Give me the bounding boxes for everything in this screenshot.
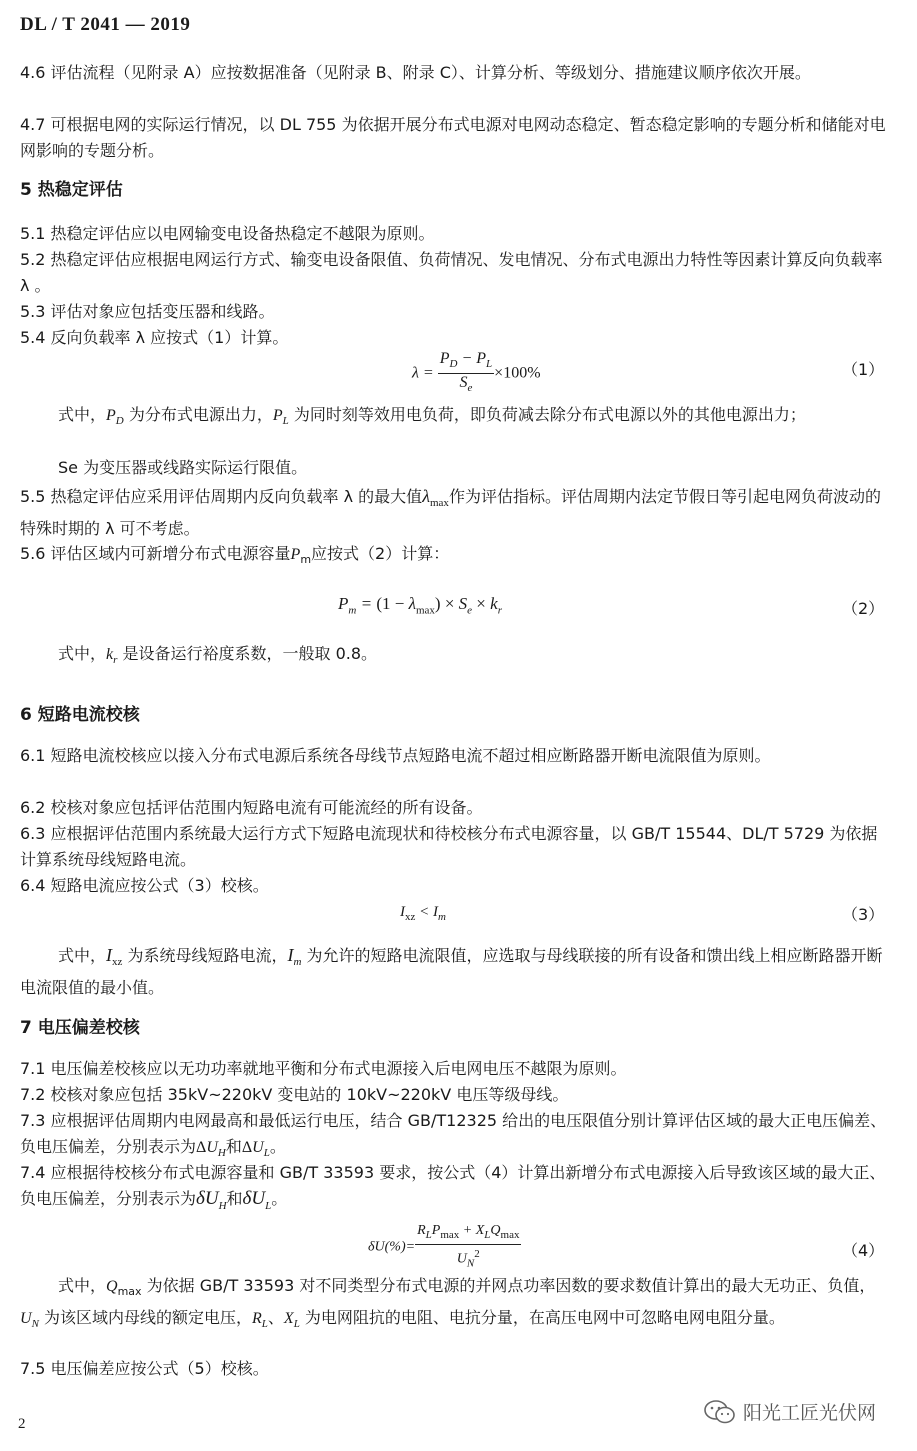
text: 为该区域内母线的额定电压，: [38, 1308, 252, 1328]
text: 式中，: [58, 1276, 107, 1295]
clause-6-4: 6.4 短路电流应按公式（3）校核。: [20, 876, 269, 895]
equation-3: $I_{xz} < I_m$: [400, 904, 446, 923]
text: 和: [225, 1137, 242, 1156]
text: 为允许的短路电流限值，应选取与母线联接的所有设备和馈出线上相应断路器开断电流限值的最小值。: [20, 946, 883, 998]
document-header: [20, 14, 190, 36]
section-6-heading: 6 短路电流校核: [20, 705, 140, 725]
watermark: [703, 1398, 876, 1425]
clause-6-1: 6.1 短路电流校核应以接入分布式电源后系统各母线节点短路电流不超过相应断路器开断电流限值为原则。: [20, 746, 771, 765]
clause-5-2: 5.2 热稳定评估应根据电网运行方式、输变电设备限值、负荷情况、发电情况、分布式电源出力特性等因素计算反向负载率 λ 。: [20, 250, 883, 295]
clause-4-6: [20, 60, 892, 86]
text: 为分布式电源出力，: [123, 405, 273, 424]
wechat-icon: [703, 1399, 737, 1425]
clause-7-3: 7.3 应根据评估周期内电网最高和最低运行电压，结合 GB/T12325 给出的电压限值分别计算评估区域的最大正电压偏差、负电压偏差，分别表示为$\Delta U_H$和$\Delta U_L$。: [20, 1111, 887, 1160]
clause-7-5: 7.5 电压偏差应按公式（5）校核。: [20, 1359, 269, 1378]
text: 7.4 应根据待校核分布式电源容量和 GB/T 33593 要求，按公式（4）计算出新增分布式电源接入后导致该区域的最大正、负电压偏差，分别表示为: [20, 1163, 886, 1208]
equation-1: λ = $\frac{P_D - P_L}{S_e}$ ×100%: [412, 350, 541, 395]
equation-1-explanation: 式中，$P_D$ 为分布式电源出力，$P_L$ 为同时刻等效用电负荷，即负荷减去除分布式电源以外的其他电源出力；: [58, 405, 806, 428]
clause-5-3: 5.3 评估对象应包括变压器和线路。: [20, 302, 275, 321]
clause-4-7: [20, 112, 892, 164]
paragraph: 4.7 可根据电网的实际运行情况，以 DL 755 为依据开展分布式电源对电网动态稳定、暂态稳定影响的专题分析和储能对电网影响的专题分析。: [20, 115, 886, 160]
text: 为依据 GB/T 33593 对不同类型分布式电源的并网点功率因数的要求数值计算出的最大无功正、负值，: [141, 1276, 876, 1295]
section-7-heading: 7 电压偏差校核: [20, 1018, 140, 1038]
text: 。: [271, 1189, 288, 1208]
equation-2: $P_m = (1 - \lambda_{max}) \times S_e \times k_r$: [338, 594, 502, 617]
text: 应按式（2）计算：: [311, 544, 450, 563]
clause-5-6: 5.6 评估区域内可新增分布式电源容量$P_m$应按式（2）计算：: [20, 544, 450, 567]
clause-7-1: 7.1 电压偏差校核应以无功功率就地平衡和分布式电源接入后电网电压不越限为原则。: [20, 1059, 627, 1078]
text: 为同时刻等效用电负荷，即负荷减去除分布式电源以外的其他电源出力；: [288, 405, 806, 424]
text: 是设备运行裕度系数，一般取 0.8。: [117, 644, 378, 663]
equation-2-number: （2）: [842, 599, 885, 618]
page-number: 2: [18, 1416, 26, 1432]
text: 式中，: [58, 644, 107, 663]
standard-code: DL / T 2041 — 2019: [20, 14, 191, 35]
equation-4-lhs: δU(%)=: [368, 1239, 416, 1255]
text: 式中，: [58, 946, 107, 965]
equation-4: δU(%)= $\frac{R_LP_{max} + X_LQ_{max}}{U_N^2}$: [368, 1223, 520, 1270]
section-5-heading: 5 热稳定评估: [20, 180, 123, 200]
equation-3-number: （3）: [842, 905, 885, 924]
text: 为电网阻抗的电阻、电抗分量，在高压电网中可忽略电网电阻分量。: [299, 1308, 785, 1328]
clause-5-5: 5.5 热稳定评估应采用评估周期内反向负载率 λ 的最大值$\lambda_{max}$作为评估指标。评估周期内法定节假日等引起电网负荷波动的特殊时期的 λ 可不考虑。: [20, 486, 881, 539]
equation-4-number: （4）: [842, 1241, 885, 1260]
clause-5-4: 5.4 反向负载率 λ 应按式（1）计算。: [20, 328, 289, 347]
clause-6-3: 6.3 应根据评估范围内系统最大运行方式下短路电流现状和待校核分布式电源容量，以 GB/T 15544、DL/T 5729 为依据计算系统母线短路电流。: [20, 824, 878, 869]
equation-1-number: （1）: [842, 360, 885, 379]
equation-1-suffix: ×100%: [494, 364, 541, 382]
clause-7-2: 7.2 校核对象应包括 35kV~220kV 变电站的 10kV~220kV 电压等级母线。: [20, 1085, 569, 1104]
equation-2-explanation: 式中，$k_r$ 是设备运行裕度系数，一般取 0.8。: [58, 644, 378, 667]
text: 7.3 应根据评估周期内电网最高和最低运行电压，结合 GB/T12325 给出的电压限值分别计算评估区域的最大正电压偏差、负电压偏差，分别表示为: [20, 1111, 887, 1156]
text: 5.6 评估区域内可新增分布式电源容量: [20, 544, 291, 563]
text: 5.5 热稳定评估应采用评估周期内反向负载率 λ 的最大值: [20, 487, 423, 506]
clause-6-2: 6.2 校核对象应包括评估范围内短路电流有可能流经的所有设备。: [20, 798, 483, 817]
text: 作为评估指标。评估周期内法定节假日等引起电网负荷波动的特殊时期的 λ 可不考虑。: [20, 487, 881, 539]
equation-3-explanation: 式中，$I_{xz}$ 为系统母线短路电流，$I_m$ 为允许的短路电流限值，应选取与母线联接的所有设备和馈出线上相应断路器开断电流限值的最小值。: [20, 945, 883, 998]
watermark-text: 阳光工匠光伏网: [743, 1402, 877, 1424]
text: 为系统母线短路电流，: [122, 946, 288, 965]
se-definition: Se 为变压器或线路实际运行限值。: [58, 458, 308, 477]
clause-5-1: 5.1 热稳定评估应以电网输变电设备热稳定不越限为原则。: [20, 224, 435, 243]
paragraph: 4.6 评估流程（见附录 A）应按数据准备（见附录 B、附录 C）、计算分析、等级划分、措施建议顺序依次开展。: [20, 63, 811, 82]
text: 和: [226, 1189, 243, 1208]
text: 式中，: [58, 405, 107, 424]
equation-4-explanation: 式中，$Q_{max}$ 为依据 GB/T 33593 对不同类型分布式电源的并网点功率因数的要求数值计算出的最大无功正、负值，$U_N$ 为该区域内母线的额定电压，$R_L$、$X_L$ 为电网阻抗的电阻、电抗分量，在高压电网中可忽略电网电阻分量。: [20, 1276, 876, 1331]
text: 。: [269, 1137, 286, 1156]
text: 、: [267, 1308, 284, 1328]
clause-7-4: 7.4 应根据待校核分布式电源容量和 GB/T 33593 要求，按公式（4）计算出新增分布式电源接入后导致该区域的最大正、负电压偏差，分别表示为$\delta U_H$和$\delta U_L$。: [20, 1163, 886, 1212]
